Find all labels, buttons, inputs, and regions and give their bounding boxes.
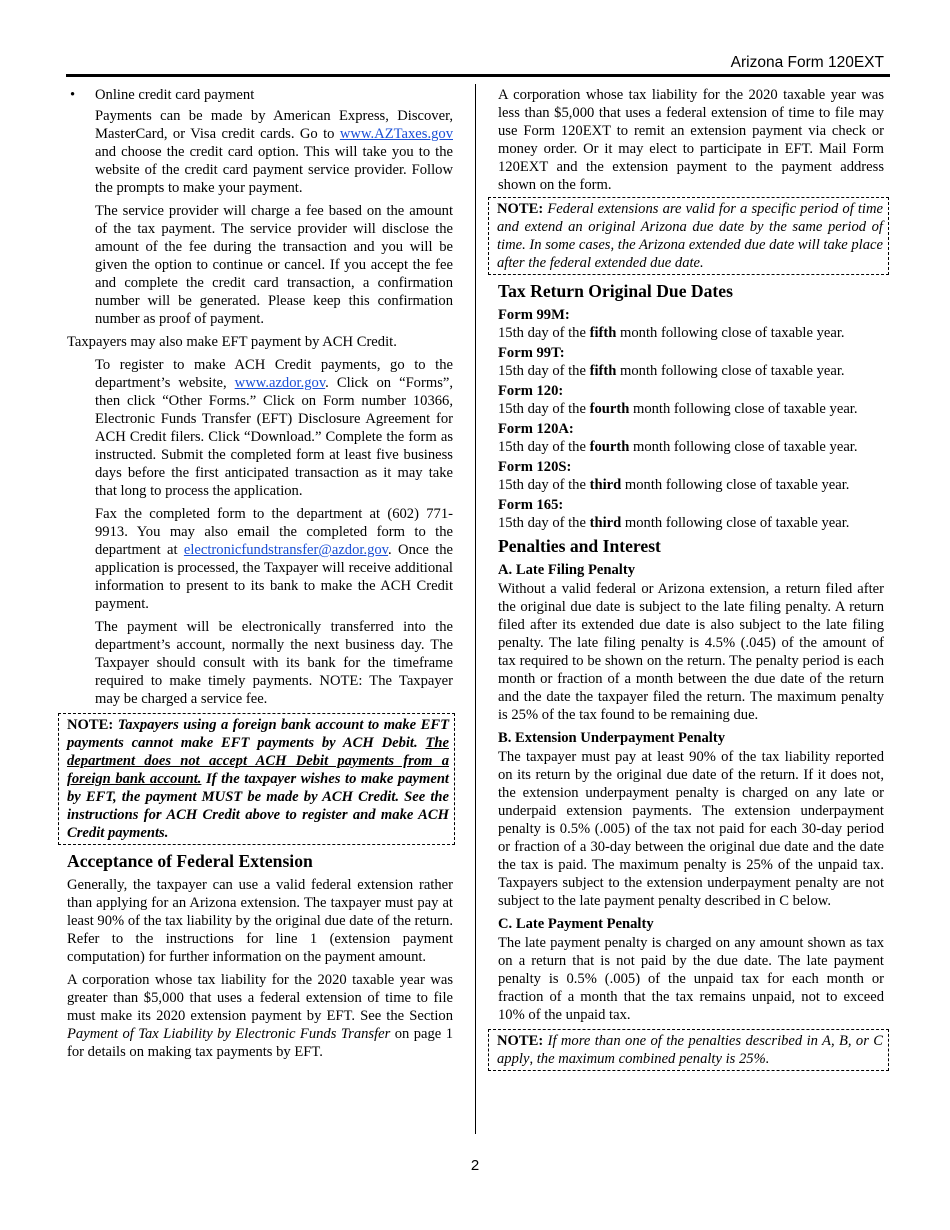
underpayment-heading: B. Extension Underpayment Penalty (498, 730, 726, 746)
left-column (67, 86, 453, 1066)
azdor-link[interactable]: www.azdor.gov (234, 375, 326, 391)
acceptance-paragraph-1: Generally, the taxpayer can use a valid federal extension rather than applying for an Arizona extension. The taxpayer must pay at least 90% of the tax liability by the original due date of the return. Refer to the instructions for line 1 (extension payment computation) for further information on the payment amount. (67, 877, 453, 965)
combined-penalty-note: NOTE: If more than one of the penalties described in A, B, or C apply, the maximum combined penalty is 25%. (488, 1029, 889, 1071)
form-name: Form 120S: (498, 459, 572, 475)
right-column (498, 86, 884, 1077)
note-label: NOTE: (67, 717, 114, 733)
credit-card-paragraph-1: Payments can be made by American Express, Discover, MasterCard, or Visa credit cards. Go to www.AZTaxes.gov and choose the credit card option. This will take you to the website of the credit card payment service provider. Follow the prompts to make your payment. (95, 108, 453, 196)
form-due-date: 15th day of the fourth month following close of taxable year. (498, 439, 858, 455)
extension-check-paragraph: A corporation whose tax liability for the 2020 taxable year was less than $5,000 that uses a federal extension of time to file may use Form 120EXT to remit an extension payment via check or money order. Or it may elect to participate in EFT. Mail Form 120EXT and the extension payment to the payment address shown on the form. (498, 87, 884, 193)
credit-card-paragraph-2: The service provider will charge a fee based on the amount of the tax payment. The service provider will disclose the amount of the fee during the transaction and you will be given the option to continue or cancel. If you accept the fee and complete the credit card transaction, a confirmation number will be generated. Please keep this confirmation number as proof of payment. (95, 203, 453, 327)
late-filing-heading: A. Late Filing Penalty (498, 562, 636, 578)
foreign-bank-note: NOTE: Taxpayers using a foreign bank account to make EFT payments cannot make EFT payments by ACH Debit. The department does not accept ACH Debit payments from a foreign bank account. If the taxpayer wishes to make payment by EFT, the payment MUST be made by ACH Credit. See the instructions for ACH Credit above to register and make ACH Credit payments. (58, 713, 455, 845)
form-name: Form 120A: (498, 421, 574, 437)
form-due-date: 15th day of the fifth month following close of taxable year. (498, 363, 845, 379)
bullet-title: Online credit card payment (95, 87, 255, 103)
form-due-date: 15th day of the third month following close of taxable year. (498, 515, 850, 531)
header-rule (66, 74, 890, 77)
page-header-title: Arizona Form 120EXT (730, 54, 884, 71)
ach-paragraph-2: Fax the completed form to the department at (602) 771-9913. You may also email the completed form to the department at electronicfundstransfer@azdor.gov. Once the application is processed, the Taxpayer will receive additional information to present to its bank to make the ACH Credit payment. (95, 506, 453, 612)
ach-paragraph-1: To register to make ACH Credit payments, go to the department’s website, www.azdor.gov. Click on “Forms”, then click “Other Forms.” Click on Form number 10366, Electronic Funds Transfer (EFT) Disclosure Agreement for ACH Credit filers. Click “Download.” Complete the form as instructed. Submit the completed form at least five business days before the first anticipated transaction as it may take that long to process the application. (95, 357, 453, 499)
aztaxes-link[interactable]: www.AZTaxes.gov (339, 126, 453, 142)
bullet-item (67, 86, 453, 104)
form-name: Form 99M: (498, 307, 570, 323)
page-number: 2 (470, 1157, 480, 1174)
form-due-date: 15th day of the third month following close of taxable year. (498, 477, 850, 493)
form-name: Form 99T: (498, 345, 565, 361)
form-name: Form 120: (498, 383, 564, 399)
form-due-date: 15th day of the fourth month following close of taxable year. (498, 401, 858, 417)
late-filing-text: Without a valid federal or Arizona extension, a return filed after the original due date is subject to the late filing penalty. A return filed after its extended due date is also subject to the late filing penalty. The late filing penalty is 4.5% (.045) of the amount of tax required to be shown on the return. The penalty period is each month or fraction of a month between the due date of the return and the date the taxpayer filed the return. The maximum penalty is 25% of the tax found to be remaining due. (498, 581, 884, 723)
due-dates-heading: Tax Return Original Due Dates (498, 281, 733, 301)
penalties-heading: Penalties and Interest (498, 536, 661, 556)
acceptance-heading: Acceptance of Federal Extension (67, 851, 313, 871)
late-payment-heading: C. Late Payment Penalty (498, 916, 654, 932)
underpayment-text: The taxpayer must pay at least 90% of the tax liability reported on its return by the original due date of the return. If it does not, the extension underpayment penalty is charged on any late or underpaid extension payments. The extension underpayment penalty is 0.5% (.005) of the tax not paid for each 30-day period or fraction of a 30-day between the original due date and the date the tax is paid. The maximum penalty is 25% of the unpaid tax. Taxpayers subject to the extension underpayment penalty are not subject to the late payment penalty described in C below. (498, 749, 884, 909)
form-name: Form 165: (498, 497, 564, 513)
email-link[interactable]: electronicfundstransfer@azdor.gov (183, 542, 389, 558)
column-divider (475, 84, 476, 1134)
late-payment-text: The late payment penalty is charged on any amount shown as tax on a return that is not paid by the due date. The late payment penalty is 0.5% (.005) of the unpaid tax for each month or fraction of a month that the tax remains unpaid, not to exceed 10% of the unpaid tax. (498, 935, 884, 1023)
form-due-date: 15th day of the fifth month following close of taxable year. (498, 325, 845, 341)
ach-paragraph-3: The payment will be electronically transferred into the department’s account, normally the next business day. The Taxpayer should consult with its bank for the timeframe required to make timely payments. NOTE: The Taxpayer may be charged a service fee. (95, 619, 453, 707)
due-dates-list (498, 306, 884, 532)
acceptance-paragraph-2: A corporation whose tax liability for the 2020 taxable year was greater than $5,000 that uses a federal extension of time to file must make its 2020 extension payment by EFT. See the Section Payment of Tax Liability by Electronic Funds Transfer on page 1 for details on making tax payments by EFT. (67, 972, 453, 1060)
ach-intro: Taxpayers may also make EFT payment by ACH Credit. (67, 334, 397, 350)
bullet-icon: • (70, 87, 76, 103)
federal-extension-note: NOTE: Federal extensions are valid for a specific period of time and extend an original Arizona due date by the same period of time. In some cases, the Arizona extended due date will take place after the federal extended due date. (488, 197, 889, 275)
